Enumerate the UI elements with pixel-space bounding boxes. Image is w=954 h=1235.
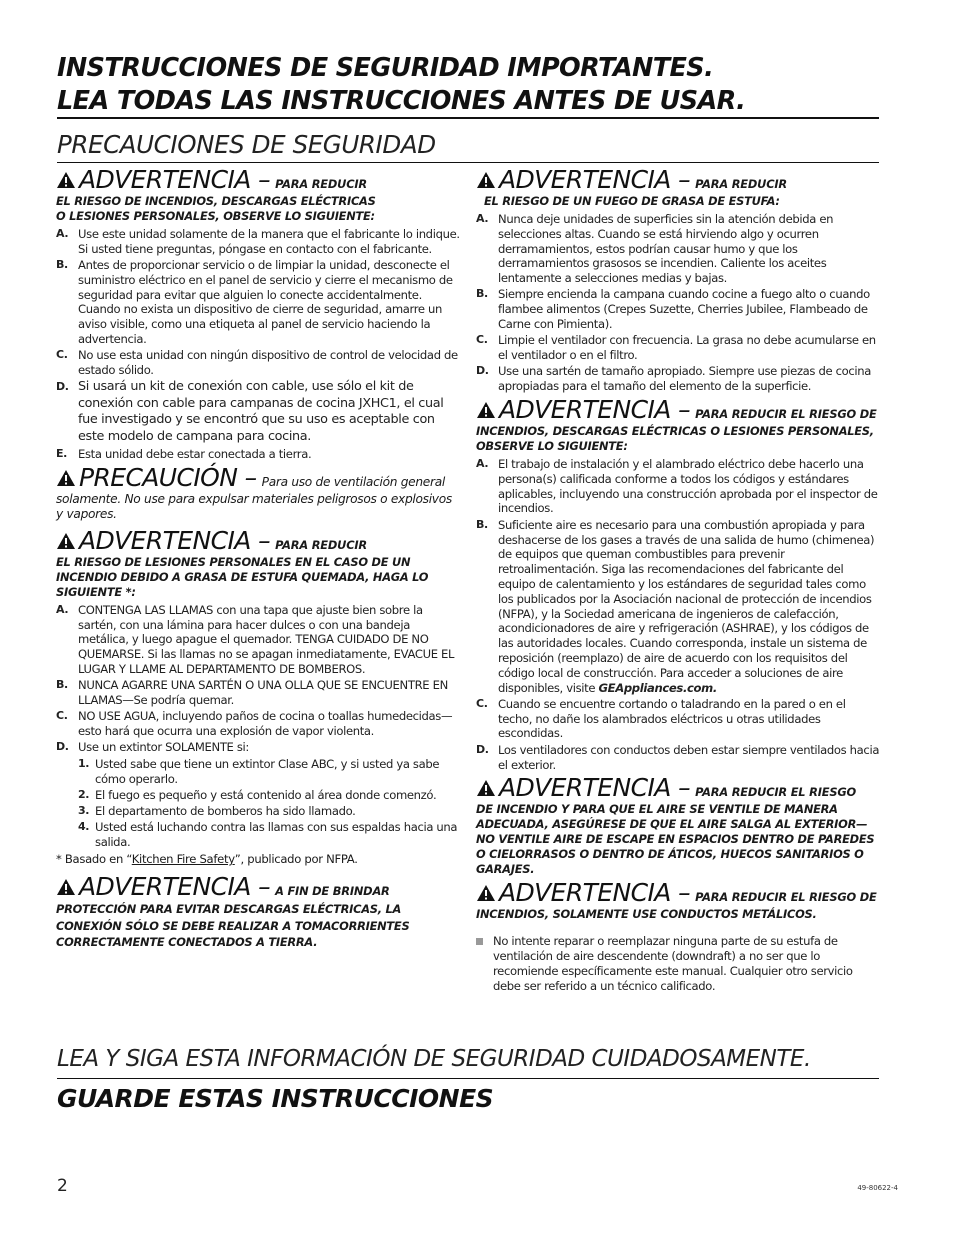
- warning-triangle-icon: [56, 171, 76, 189]
- warning-word: ADVERTENCIA –: [499, 878, 690, 908]
- warning-block-grounding: [56, 872, 460, 951]
- caution-text: solamente. No use para expulsar materiales peligrosos o explosivos y vapores.: [56, 491, 452, 522]
- heading-rule: [57, 117, 879, 119]
- footnote-link[interactable]: Kitchen Fire Safety: [131, 852, 235, 867]
- list-item: [476, 333, 880, 363]
- item-label: 3.: [78, 804, 90, 818]
- footnote-suffix: ”, publicado por NFPA.: [234, 852, 358, 867]
- list-item: [56, 447, 460, 462]
- warning-word: ADVERTENCIA –: [499, 395, 690, 425]
- left-column: [56, 165, 460, 955]
- warning-word: ADVERTENCIA –: [79, 165, 270, 194]
- warning-triangle-icon: [476, 401, 496, 419]
- item-label: A.: [56, 227, 69, 240]
- list-item: [476, 457, 880, 516]
- sub-list-item: [78, 804, 460, 819]
- item-text: El fuego es pequeño y está contenido al área donde comenzó.: [95, 787, 437, 802]
- right-column: [476, 165, 880, 997]
- warning-triangle-icon: [56, 878, 76, 896]
- item-text: No intente reparar o reemplazar ninguna parte de su estufa de ventilación de aire descendente (downdraft) a no ser que lo recomiende específicamente este manual. Cualquier otro servicio debe ser referido a un técnico calificado.: [493, 934, 853, 993]
- item-text: Si usará un kit de conexión con cable, use sólo el kit de conexión con cable para campanas de cocina JXHC1, el cual fue investigado y se encontró que su uso es aceptable con este modelo de campana para cocina.: [78, 379, 444, 444]
- square-bullet-icon: [476, 938, 483, 945]
- item-text: Siempre encienda la campana cuando cocine a fuego alto o cuando flambee alimentos (Crepes Suzette, Cherries Jubilee, Flambeado de Carne con Pimienta).: [498, 287, 870, 332]
- caution-word: PRECAUCIÓN –: [79, 462, 257, 492]
- warning-word: ADVERTENCIA –: [499, 165, 690, 194]
- list-item: [56, 603, 460, 677]
- item-label: B.: [476, 287, 488, 301]
- footnote-prefix: * Basado en “: [56, 852, 132, 867]
- sub-list-item: [78, 788, 460, 803]
- item-text: Nunca deje unidades de superficies sin la atención debida en selecciones altas. Cuando se está hirviendo algo y ocurren derramamientos, estos podrían causar humo y que los derramamientos grasosos se incendien. Caliente los aceites lentamente a selecciones medias y bajas.: [498, 212, 834, 286]
- warning-subheading: INCENDIOS, DESCARGAS ELÉCTRICAS O LESIONES PERSONALES, OBSERVE LO SIGUIENTE:: [476, 424, 874, 454]
- caution-inline-text: Para uso de ventilación general: [261, 474, 445, 489]
- item-label: A.: [476, 212, 489, 225]
- section-rule: [57, 162, 879, 163]
- item-text: Usted sabe que tiene un extintor Clase ABC, y si usted ya sabe cómo operarlo.: [95, 756, 440, 786]
- list-item: [56, 348, 460, 378]
- item-text: CONTENGA LAS LLAMAS con una tapa que ajuste bien sobre la sartén, con una lámina para hacer dulces o con una bandeja metálica, y luego apague el quemador. TENGA CUIDADO DE NO QUEMARSE. Si las llamas no se apagan inmediatamente, EVACUE EL LUGAR Y LLAME AL DEPARTAMENTO DE BOMBEROS.: [78, 602, 455, 676]
- item-label: 1.: [78, 756, 90, 770]
- warning-triangle-icon: [476, 779, 496, 797]
- warning-word: ADVERTENCIA –: [79, 525, 270, 555]
- document-code: 49-80622-4: [857, 1184, 898, 1192]
- warning-block-grease-fire: [56, 525, 460, 867]
- warning-block-ducts: [476, 878, 880, 993]
- warning-word: ADVERTENCIA –: [79, 872, 270, 902]
- list-item: [476, 212, 880, 286]
- item-text: El departamento de bomberos ha sido llamado.: [95, 804, 356, 819]
- save-instructions-banner: GUARDE ESTAS INSTRUCCIONES: [57, 1084, 494, 1113]
- item-text: Use este unidad solamente de la manera que el fabricante lo indique. Si usted tiene preguntas, póngase en contacto con el fabricante.: [78, 227, 460, 256]
- item-text: Suficiente aire es necesario para una combustión apropiada y para deshacerse de los gases a través de una salida de humo (chimenea) de equipos que queman combustibles para prevenir retroalimentación. Siga las recomendaciones del fabricante del equipo de calentamiento y los estándares de seguridad tales como los publicados por la Asociación nacional de protección de incendios (NFPA), y la Sociedad americana de ingenieros de calefacción, acondicionadores de aire y refrigeración (ASHRAE), y los códigos de las autoridades locales. Cuando corresponda, instale un sistema de reposición (reemplazo) de aire de acuerdo con los requisitos del código local de construcción. Para acceder a soluciones de aire disponibles, visite: [498, 517, 875, 695]
- caution-block: [56, 462, 460, 523]
- warning-subheading: EL RIESGO DE UN FUEGO DE GRASA DE ESTUFA:: [484, 194, 780, 208]
- item-label: D.: [56, 740, 69, 754]
- page-heading: [57, 52, 887, 118]
- warning-suffix: PARA REDUCIR EL RIESGO DE: [695, 890, 877, 905]
- warning-suffix: PARA REDUCIR EL RIESGO: [695, 785, 856, 800]
- item-text: Cuando se encuentre cortando o taladrando en la pared o en el techo, no dañe los alambrados eléctricos u otras utilidades escondidas.: [498, 696, 846, 741]
- warning-subheading: PROTECCIÓN PARA EVITAR DESCARGAS ELÉCTRICAS, LA CONEXIÓN SÓLO SE DEBE REALIZAR A TOMACORRIENTES CORRECTAMENTE CONECTADOS A TIERRA.: [56, 902, 410, 950]
- warning-block-venting: [476, 773, 880, 877]
- item-label: D.: [476, 742, 489, 756]
- item-text: Limpie el ventilador con frecuencia. La grasa no debe acumularse en el ventilador o en el filtro.: [498, 333, 876, 363]
- read-follow-banner: LEA Y SIGA ESTA INFORMACIÓN DE SEGURIDAD CUIDADOSAMENTE.: [57, 1046, 811, 1072]
- warning-suffix: PARA REDUCIR EL RIESGO DE: [695, 407, 877, 422]
- warning-suffix: PARA REDUCIR: [275, 537, 367, 552]
- warning-suffix: PARA REDUCIR: [275, 177, 367, 191]
- sub-list-item: [78, 820, 460, 850]
- item-text: Use una sartén de tamaño apropiado. Siempre use piezas de cocina apropiadas para el tamaño del elemento de la superficie.: [498, 364, 872, 394]
- list-item: [476, 697, 880, 741]
- item-label: B.: [56, 258, 68, 272]
- item-text: Usted está luchando contra las llamas con sus espaldas hacia una salida.: [95, 820, 458, 850]
- list-item: [476, 743, 880, 773]
- item-label: D.: [56, 380, 69, 394]
- page-number: 2: [57, 1176, 68, 1196]
- warning-triangle-icon: [476, 171, 496, 189]
- warning-suffix: A FIN DE BRINDAR: [275, 884, 390, 899]
- list-item: [476, 364, 880, 394]
- bullet-item: [476, 934, 880, 993]
- item-label: A.: [476, 457, 489, 471]
- item-text: Los ventiladores con conductos deben estar siempre ventilados hacia el exterior.: [498, 742, 880, 772]
- item-text: Use un extintor SOLAMENTE si:: [78, 740, 249, 755]
- footer-rule: [57, 1078, 879, 1079]
- warning-subheading: EL RIESGO DE INCENDIOS, DESCARGAS ELÉCTRICAS: [56, 194, 376, 208]
- warning-block-grease: [476, 165, 880, 394]
- item-label: 4.: [78, 820, 90, 834]
- warning-block-fire-shock: [56, 165, 460, 462]
- warning-subheading: O LESIONES PERSONALES, OBSERVE LO SIGUIENTE:: [56, 209, 375, 223]
- list-item: [56, 678, 460, 708]
- item-text: No use esta unidad con ningún dispositivo de control de velocidad de estado sólido.: [78, 348, 458, 378]
- heading-line-1: INSTRUCCIONES DE SEGURIDAD IMPORTANTES.: [57, 53, 714, 83]
- list-item: [56, 379, 460, 445]
- list-item: [56, 740, 460, 755]
- heading-line-2: LEA TODAS LAS INSTRUCCIONES ANTES DE USAR.: [57, 86, 746, 116]
- item-text: Esta unidad debe estar conectada a tierra.: [78, 446, 312, 461]
- item-label: B.: [476, 517, 488, 531]
- list-item: [476, 287, 880, 331]
- warning-subheading: EL RIESGO DE LESIONES PERSONALES EN EL CASO DE UN INCENDIO DEBIDO A GRASA DE ESTUFA QUEMADA, HAGA LO SIGUIENTE *:: [56, 554, 429, 599]
- item-label: C.: [56, 709, 68, 723]
- item-label: C.: [476, 333, 488, 347]
- sub-list-item: [78, 757, 460, 787]
- website-link[interactable]: GEAppliances.com.: [598, 680, 717, 695]
- list-item: [56, 227, 460, 257]
- footnote: [56, 852, 460, 867]
- item-text: NO USE AGUA, incluyendo paños de cocina o toallas humedecidas—esto hará que ocurra una explosión de vapor violenta.: [78, 709, 453, 739]
- warning-subheading: INCENDIOS, SOLAMENTE USE CONDUCTOS METÁLICOS.: [476, 907, 817, 922]
- warning-subheading: DE INCENDIO Y PARA QUE EL AIRE SE VENTILE DE MANERA ADECUADA, ASEGÚRESE DE QUE EL AIRE SALGA AL EXTERIOR—NO VENTILE AIRE DE ESCAPE EN ESPACIOS DENTRO DE PAREDES O CIELORRASOS O DENTRO DE ÁTICOS, HUECOS SANITARIOS O GARAJES.: [476, 802, 875, 877]
- item-label: 2.: [78, 787, 90, 801]
- item-text: Antes de proporcionar servicio o de limpiar la unidad, desconecte el suministro eléctrico en el panel de servicio y cierre el mecanismo de seguridad para evitar que alguien lo conecte accidentalmente. Cuando no exista un dispositivo de cierre de seguridad, amarre un aviso visible, como una etiqueta al panel de servicio haciendo la advertencia.: [78, 258, 453, 347]
- warning-suffix: PARA REDUCIR: [695, 177, 787, 191]
- warning-triangle-icon: [56, 532, 76, 550]
- warning-block-installation: [476, 395, 880, 772]
- list-item: [476, 518, 880, 696]
- item-label: A.: [56, 602, 69, 616]
- item-label: C.: [476, 696, 488, 710]
- list-item: [56, 709, 460, 739]
- section-title: PRECAUCIONES DE SEGURIDAD: [57, 130, 436, 159]
- item-text: El trabajo de instalación y el alambrado eléctrico debe hacerlo una persona(s) calificada conforme a todos los códigos y estándares aplicables, incluyendo una construcción aprobada por el inspector de incendios.: [498, 457, 878, 516]
- warning-triangle-icon: [56, 469, 76, 487]
- item-label: B.: [56, 678, 68, 692]
- item-label: D.: [476, 364, 489, 378]
- item-label: C.: [56, 348, 68, 362]
- item-text: NUNCA AGARRE UNA SARTÉN O UNA OLLA QUE SE ENCUENTRE EN LLAMAS—Se podría quemar.: [78, 678, 448, 708]
- warning-word: ADVERTENCIA –: [499, 773, 690, 803]
- warning-triangle-icon: [476, 884, 496, 902]
- list-item: [56, 258, 460, 347]
- item-label: E.: [56, 446, 67, 460]
